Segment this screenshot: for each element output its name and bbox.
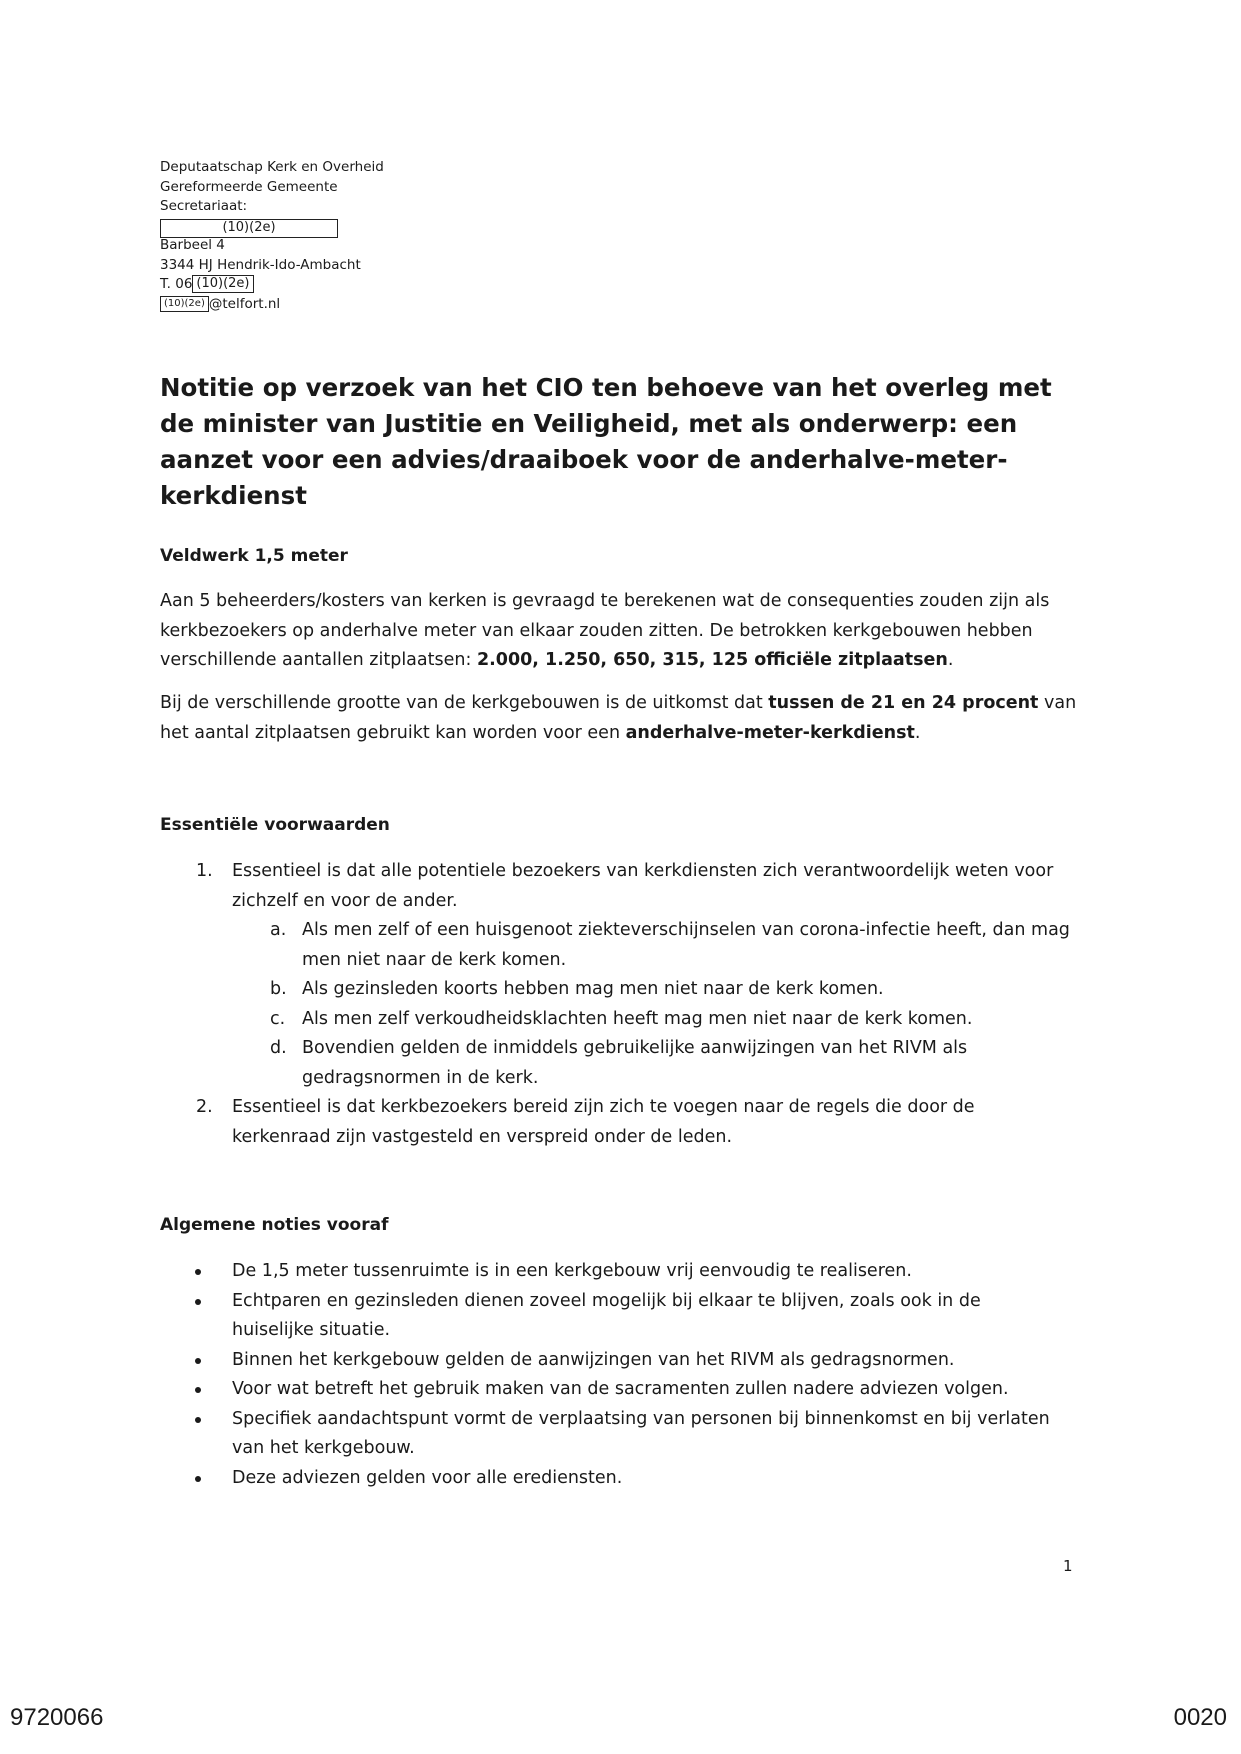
paragraph: Aan 5 beheerders/kosters van kerken is gevraagd te berekenen wat de consequenties zouden zijn als kerkbezoekers op anderhalve meter van elkaar zouden zitten. De betrokken kerkgebouwen hebben verschillende aantallen zitplaatsen: 2.000, 1.250, 650, 315, 125 officiële zitplaatsen. <box>160 591 1050 670</box>
email-line <box>160 295 384 315</box>
list-letter: b. <box>270 979 287 999</box>
list-number: 1. <box>196 861 213 881</box>
address-line: 3344 HJ Hendrik-Ido-Ambacht <box>160 256 361 273</box>
list-item: Deze adviezen gelden voor alle erediensten. <box>160 1464 1090 1494</box>
section-heading-veldwerk: Veldwerk 1,5 meter <box>160 546 348 566</box>
list-item: Echtparen en gezinsleden dienen zoveel mogelijk bij elkaar te blijven, zoals ook in de huiselijke situatie. <box>160 1287 1012 1346</box>
bullet-icon <box>195 1417 201 1423</box>
bold-seat-counts: 2.000, 1.250, 650, 315, 125 officiële zitplaatsen <box>476 650 948 670</box>
list-letter: c. <box>270 1008 286 1029</box>
address-line: Deputaatschap Kerk en Overheid <box>160 159 384 175</box>
list-item: 2. Essentieel is dat kerkbezoekers bereid zijn zich te voegen naar de regels die door de kerkenraad zijn vastgesteld en verspreid onder de leden. <box>160 1093 1032 1152</box>
section-heading-noties: Algemene noties vooraf <box>160 1215 389 1235</box>
list-subitem: d. Bovendien gelden de inmiddels gebruikelijke aanwijzingen van het RIVM als gedragsnormen in de kerk. <box>160 1034 1072 1093</box>
address-line: Secretariaat: <box>160 198 248 214</box>
bold-percentage: tussen de 21 en 24 procent <box>768 693 1039 713</box>
section-heading-voorwaarden: Essentiële voorwaarden <box>160 815 390 835</box>
bullet-icon <box>195 1387 201 1393</box>
list-letter: d. <box>270 1038 287 1058</box>
email-suffix: @telfort.nl <box>208 295 281 312</box>
phone-line <box>160 275 384 295</box>
list-letter: a. <box>270 920 287 940</box>
footer-doc-id: 9720066 <box>10 1704 104 1731</box>
bold-term: anderhalve-meter-kerkdienst <box>625 722 915 743</box>
redaction-box: (10)(2e) <box>160 219 338 238</box>
bullet-icon <box>195 1358 201 1364</box>
numbered-list <box>160 857 1090 1152</box>
bullet-icon <box>195 1269 201 1275</box>
redaction-box: (10)(2e) <box>192 275 253 293</box>
list-number: 2. <box>196 1097 213 1117</box>
bullet-icon <box>195 1476 201 1482</box>
list-item: De 1,5 meter tussenruimte is in een kerkgebouw vrij eenvoudig te realiseren. <box>160 1257 1090 1287</box>
phone-prefix: T. 06 <box>160 276 193 292</box>
list-subitem: b. Als gezinsleden koorts hebben mag men niet naar de kerk komen. <box>160 975 1090 1005</box>
address-line: Gereformeerde Gemeente <box>160 178 338 195</box>
footer-page-id: 0020 <box>1173 1704 1227 1731</box>
sender-address <box>160 158 384 314</box>
bullet-icon <box>195 1299 201 1305</box>
list-item: Voor wat betreft het gebruik maken van de sacramenten zullen nadere adviezen volgen. <box>160 1375 1090 1405</box>
redaction-box: (10)(2e) <box>160 296 209 312</box>
list-subitem: c. Als men zelf verkoudheidsklachten heeft mag men niet naar de kerk komen. <box>160 1005 1090 1035</box>
redacted-line <box>160 217 384 237</box>
list-item: Binnen het kerkgebouw gelden de aanwijzingen van het RIVM als gedragsnormen. <box>160 1346 1090 1376</box>
document-title: Notitie op verzoek van het CIO ten behoeve van het overleg met de minister van Justitie en Veiligheid, met als onderwerp: een aanzet voor een advies/draaiboek voor de anderhalve-meter-kerkdienst <box>160 373 1052 510</box>
list-item: Specifiek aandachtspunt vormt de verplaatsing van personen bij binnenkomst en bij verlaten van het kerkgebouw. <box>160 1405 1052 1464</box>
list-item: 1. Essentieel is dat alle potentiele bezoekers van kerkdiensten zich verantwoordelijk weten voor zichzelf en voor de ander. <box>160 857 1090 916</box>
address-line: Barbeel 4 <box>160 237 225 253</box>
bullet-list <box>160 1257 1090 1493</box>
list-subitem: a. Als men zelf of een huisgenoot ziekteverschijnselen van corona-infectie heeft, dan mag men niet naar de kerk komen. <box>160 916 1072 975</box>
paragraph: Bij de verschillende grootte van de kerkgebouwen is de uitkomst dat tussen de 21 en 24 procent van het aantal zitplaatsen gebruikt kan worden voor een anderhalve-meter-kerkdienst. <box>160 693 1077 743</box>
page-number: 1 <box>1063 1557 1073 1575</box>
